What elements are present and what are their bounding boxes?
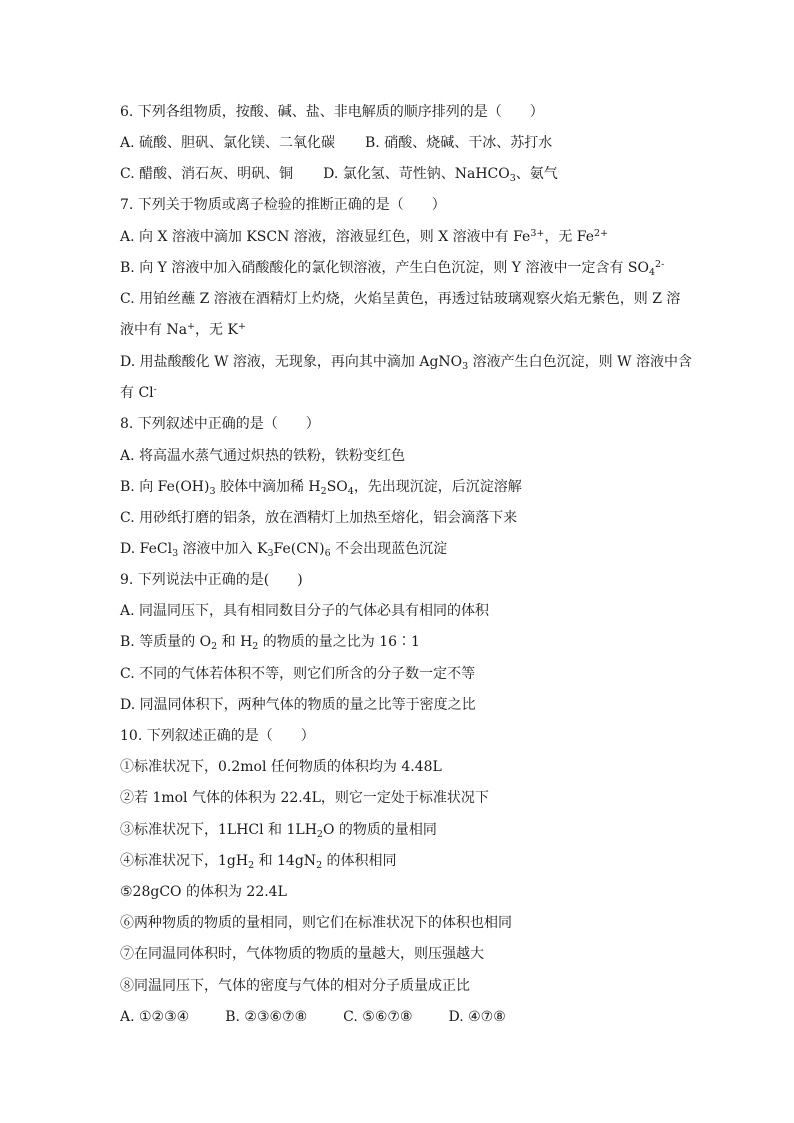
q6-options-ab <box>120 133 552 153</box>
q9-option-a: A. 同温同压下，具有相同数目分子的气体必具有相同的体积 <box>120 603 490 619</box>
q10-option-c: C. ⑤⑥⑦⑧ <box>343 1009 413 1025</box>
q8-option-b: B. 向 $Fe(OH)_3$ 胶体中滴加稀 $H_2SO_4$，先出现沉淀，后沉淀溶解 <box>120 479 522 497</box>
q7-option-c-line1: C. 用铂丝蘸 Z 溶液在酒精灯上灼烧，火焰呈黄色，再透过钴玻璃观察火焰无紫色，则 Z 溶 <box>120 291 681 307</box>
q10-statement-6: ⑥两种物质的物质的量相同，则它们在标准状况下的体积也相同 <box>120 915 512 931</box>
q8-stem: 8. 下列叙述中正确的是（ ） <box>120 416 320 432</box>
q6-option-b: B. 硝酸、烧碱、干冰、苏打水 <box>365 135 553 151</box>
q7-option-b: B. 向 Y 溶液中加入硝酸酸化的氯化钡溶液，产生白色沉淀，则 Y 溶液中一定含有 $SO_4^{2-}$ <box>120 259 665 278</box>
q10-statement-1: ①标准状况下，0.2mol 任何物质的体积均为 4.48L <box>120 759 442 775</box>
q10-stem: 10. 下列叙述正确的是（ ） <box>120 728 315 744</box>
q10-statement-3: ③标准状况下，1LHCl 和 $1LH_2O$ 的物质的量相同 <box>120 822 437 840</box>
q7-option-d-line2: 有 Cl- <box>120 384 157 401</box>
q10-statement-7: ⑦在同温同体积时，气体物质的物质的量越大，则压强越大 <box>120 946 484 962</box>
q10-options <box>120 1007 506 1027</box>
q10-option-a: A. ①②③④ <box>120 1009 190 1025</box>
q7-option-c-line2: 液中有 Na+，无 K+ <box>120 321 246 338</box>
q9-stem: 9. 下列说法中正确的是( ) <box>120 572 303 588</box>
q10-statement-4: ④标准状况下，$1gH_2$ 和 $14gN_2$ 的体积相同 <box>120 853 397 871</box>
q9-option-d: D. 同温同体积下，两种气体的物质的量之比等于密度之比 <box>120 697 476 713</box>
q9-option-b: B. 等质量的 $O_2$ 和 $H_2$ 的物质的量之比为 16∶1 <box>120 634 420 652</box>
q7-stem: 7. 下列关于物质或离子检验的推断正确的是（ ） <box>120 197 446 213</box>
q6-option-a: A. 硫酸、胆矾、氯化镁、二氧化碳 <box>120 135 336 151</box>
q7-option-a: A. 向 X 溶液中滴加 KSCN 溶液，溶液显红色，则 X 溶液中有 $Fe^{3+}$，无 $Fe^{2+}$ <box>120 228 609 245</box>
q8-option-d: D. FeCl$_3$ 溶液中加入 $K_3Fe(CN)_6$ 不会出现蓝色沉淀 <box>120 541 448 559</box>
q8-option-c: C. 用砂纸打磨的铝条，放在酒精灯上加热至熔化，铝会滴落下来 <box>120 510 518 526</box>
q10-option-b: B. ②③⑥⑦⑧ <box>225 1009 308 1025</box>
q6-options-cd <box>120 164 558 184</box>
q9-option-c: C. 不同的气体若体积不等，则它们所含的分子数一定不等 <box>120 666 476 682</box>
q6-option-d: D. 氯化氢、苛性钠、NaHCO$_3$、氨气 <box>323 166 558 184</box>
q6-stem: 6. 下列各组物质，按酸、碱、盐、非电解质的顺序排列的是（ ） <box>120 104 544 120</box>
q10-statement-8: ⑧同温同压下，气体的密度与气体的相对分子质量成正比 <box>120 978 470 994</box>
q6-option-c: C. 醋酸、消石灰、明矾、铜 <box>120 166 294 182</box>
q10-statement-5: ⑤28gCO 的体积为 22.4L <box>120 884 287 900</box>
q7-option-d-line1: D. 用盐酸酸化 W 溶液，无现象，再向其中滴加 AgNO$_3$ 溶液产生白色沉淀，则 W 溶液中含 <box>120 354 692 372</box>
q8-option-a: A. 将高温水蒸气通过炽热的铁粉，铁粉变红色 <box>120 448 406 464</box>
q10-statement-2: ②若 1mol 气体的体积为 22.4L，则它一定处于标准状况下 <box>120 790 489 806</box>
q10-option-d: D. ④⑦⑧ <box>448 1009 506 1025</box>
